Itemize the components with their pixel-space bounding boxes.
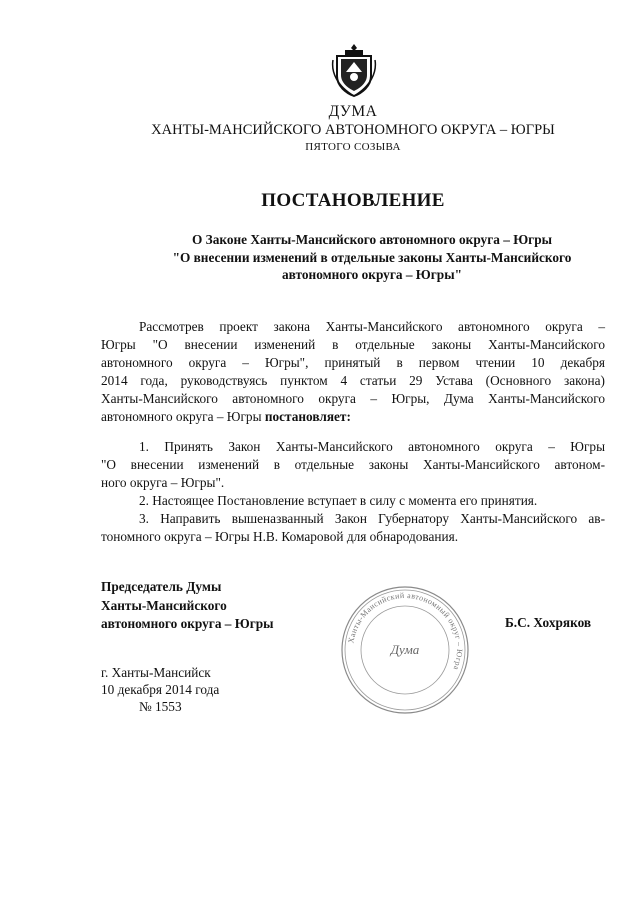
subject-line: "О внесении изменений в отдельные законы Ханты-Мансийского	[172, 249, 572, 265]
preamble-line: автономного округа – Югры", принятый в первом чтении 10 декабря	[101, 355, 605, 370]
city: г. Ханты-Мансийск	[101, 665, 211, 680]
document-number: № 1553	[139, 699, 182, 714]
position-line: автономного округа – Югры	[101, 616, 274, 631]
preamble-line	[101, 408, 605, 426]
preamble-line: 2014 года, руководствуясь пунктом 4 статьи 29 Устава (Основного закона)	[101, 373, 605, 388]
preamble-line: Рассмотрев проект закона Ханты-Мансийского автономного округа –	[139, 319, 605, 334]
position-line: Ханты-Мансийского	[101, 597, 227, 613]
position-line: Председатель Думы	[101, 579, 222, 594]
signatory-name: Б.С. Хохряков	[505, 615, 592, 630]
coat-of-arms-emblem	[331, 42, 377, 98]
signatory-position	[101, 578, 274, 634]
stamp-ring-text: Ханты-Мансийский автономный округ – Югра	[346, 590, 465, 672]
date: 10 декабря 2014 года	[101, 682, 220, 697]
item-1-line: ного округа – Югры".	[101, 475, 225, 490]
organization-name: ДУМА	[328, 103, 378, 120]
item-3-line: тономного округа – Югры Н.В. Комаровой для обнародования.	[101, 529, 459, 544]
item-2: 2. Настоящее Постановление вступает в силу с момента его принятия.	[139, 493, 538, 508]
preamble-line: Югры "О внесении изменений в отдельные законы Ханты-Мансийского	[101, 337, 605, 352]
item-1-line: "О внесении изменений в отдельные законы Ханты-Мансийского автоном-	[101, 457, 605, 472]
official-stamp	[339, 584, 471, 716]
resolves-keyword: постановляет:	[264, 409, 351, 424]
region-name: ХАНТЫ-МАНСИЙСКОГО АВТОНОМНОГО ОКРУГА – ЮГРЫ	[151, 122, 555, 138]
subject-line: О Законе Ханты-Мансийского автономного округа – Югры	[192, 232, 552, 247]
convocation: ПЯТОГО СОЗЫВА	[305, 141, 401, 153]
preamble-last-text: автономного округа – Югры	[101, 409, 265, 424]
preamble-paragraph	[101, 318, 605, 426]
document-subject	[100, 231, 640, 284]
stamp-center-text: Дума	[390, 642, 420, 657]
resolution-items	[101, 438, 605, 546]
preamble-line: Ханты-Мансийского автономного округа – Югры, Дума Ханты-Мансийского	[101, 391, 605, 406]
item-3-line: 3. Направить вышеназванный Закон Губернатору Ханты-Мансийского ав-	[139, 511, 605, 526]
item-1-line: 1. Принять Закон Ханты-Мансийского автономного округа – Югры	[139, 439, 605, 454]
document-title: ПОСТАНОВЛЕНИЕ	[261, 190, 445, 211]
place-and-date	[101, 664, 219, 715]
subject-line: автономного округа – Югры"	[282, 267, 462, 282]
